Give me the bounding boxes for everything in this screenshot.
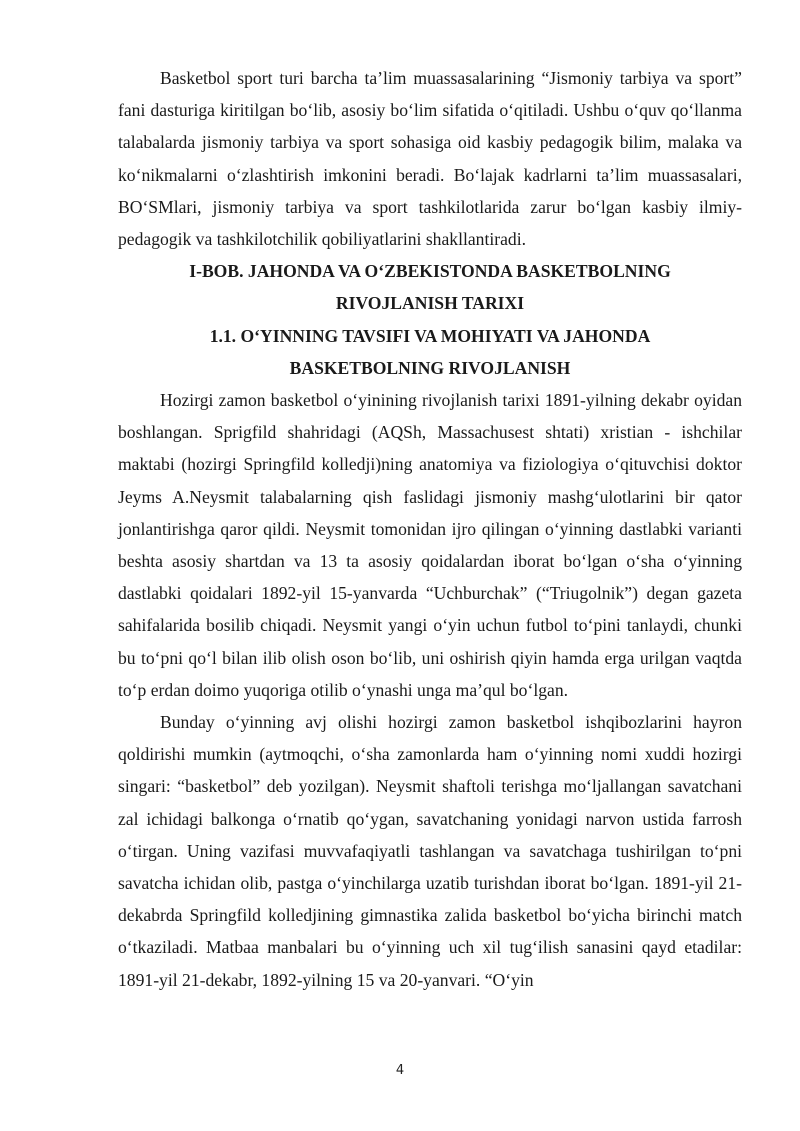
section-title-line-2: BASKETBOLNING RIVOJLANISH xyxy=(289,357,571,378)
page-body xyxy=(118,62,742,996)
chapter-title-line-2: RIVOJLANISH TARIXI xyxy=(335,293,525,314)
section-title-line-1: 1.1. O‘YINNING TAVSIFI VA MOHIYATI VA JAHONDA xyxy=(209,325,651,346)
page-number: 4 xyxy=(395,1063,405,1078)
first-game-paragraph: Bunday o‘yinning avj olishi hozirgi zamon basketbol ishqibozlarini hayron qoldirishi mumkin (aytmoqchi, o‘sha zamonlarda ham o‘yinning nomi xuddi hozirgi singari: “basketbol” deb yozilgan). Neysmit shaftoli terishga mo‘ljallangan savatchani zal ichidagi balkonga o‘rnatib qo‘ygan, savatchaning yonidagi narvon ustida farrosh o‘tirgan. Uning vazifasi muvvafaqiyatli tashlangan va savatchaga tushirilgan to‘pni savatcha ichidan olib, pastga o‘yinchilarga uzatib turishdan iborat bo‘lgan. 1891-yil 21-dekabrda Springfild kolledjining gimnastika zalida basketbol bo‘yicha birinchi match o‘tkaziladi. Matbaa manbalari bu o‘yinning uch xil tug‘ilish sanasini qayd etadilar: 1891-yil 21-dekabr, 1892-yilning 15 va 20-yanvari. “O‘yin xyxy=(118,712,742,990)
intro-paragraph: Basketbol sport turi barcha ta’lim muassasalarining “Jismoniy tarbiya va sport” fani dasturiga kiritilgan bo‘lib, asosiy bo‘lim sifatida o‘qitiladi. Ushbu o‘quv qo‘llanma talabalarda jismoniy tarbiya va sport sohasiga oid kasbiy pedagogik bilim, malaka va ko‘nikmalarni o‘zlashtirish imkonini beradi. Bo‘lajak kadrlarni ta’lim muassasalari, BO‘SMlari, jismoniy tarbiya va sport tashkilotlarida zarur bo‘lgan kasbiy ilmiy-pedagogik va tashkilotchilik qobiliyatlarini shakllantiradi. xyxy=(118,68,742,250)
history-paragraph: Hozirgi zamon basketbol o‘yinining rivojlanish tarixi 1891-yilning dekabr oyidan boshlangan. Sprigfild shahridagi (AQSh, Massachusest shtati) xristian - ishchilar maktabi (hozirgi Springfild kolledji)ning anatomiya va fiziologiya o‘qituvchisi doktor Jeyms A.Neysmit talabalarning qish faslidagi jismoniy mashg‘ulotlarini bir qator jonlantirishga qaror qildi. Neysmit tomonidan ijro qilingan o‘yinning dastlabki varianti beshta asosiy shartdan va 13 ta asosiy qoidalardan iborat bo‘lgan o‘sha o‘yinning dastlabki qoidalari 1892-yil 15-yanvarda “Uchburchak” (“Triugolnik”) degan gazeta sahifalarida bosilib chiqadi. Neysmit yangi o‘yin uchun futbol to‘pini tanlaydi, chunki bu to‘pni qo‘l bilan ilib olish oson bo‘lib, uni oshirish qiyin hamda erga urilgan vaqtda to‘p erdan doimo yuqoriga otilib o‘ynashi unga ma’qul bo‘lgan. xyxy=(118,390,742,700)
chapter-title-line-1: I-BOB. JAHONDA VA O‘ZBEKISTONDA BASKETBOLNING xyxy=(189,261,671,282)
